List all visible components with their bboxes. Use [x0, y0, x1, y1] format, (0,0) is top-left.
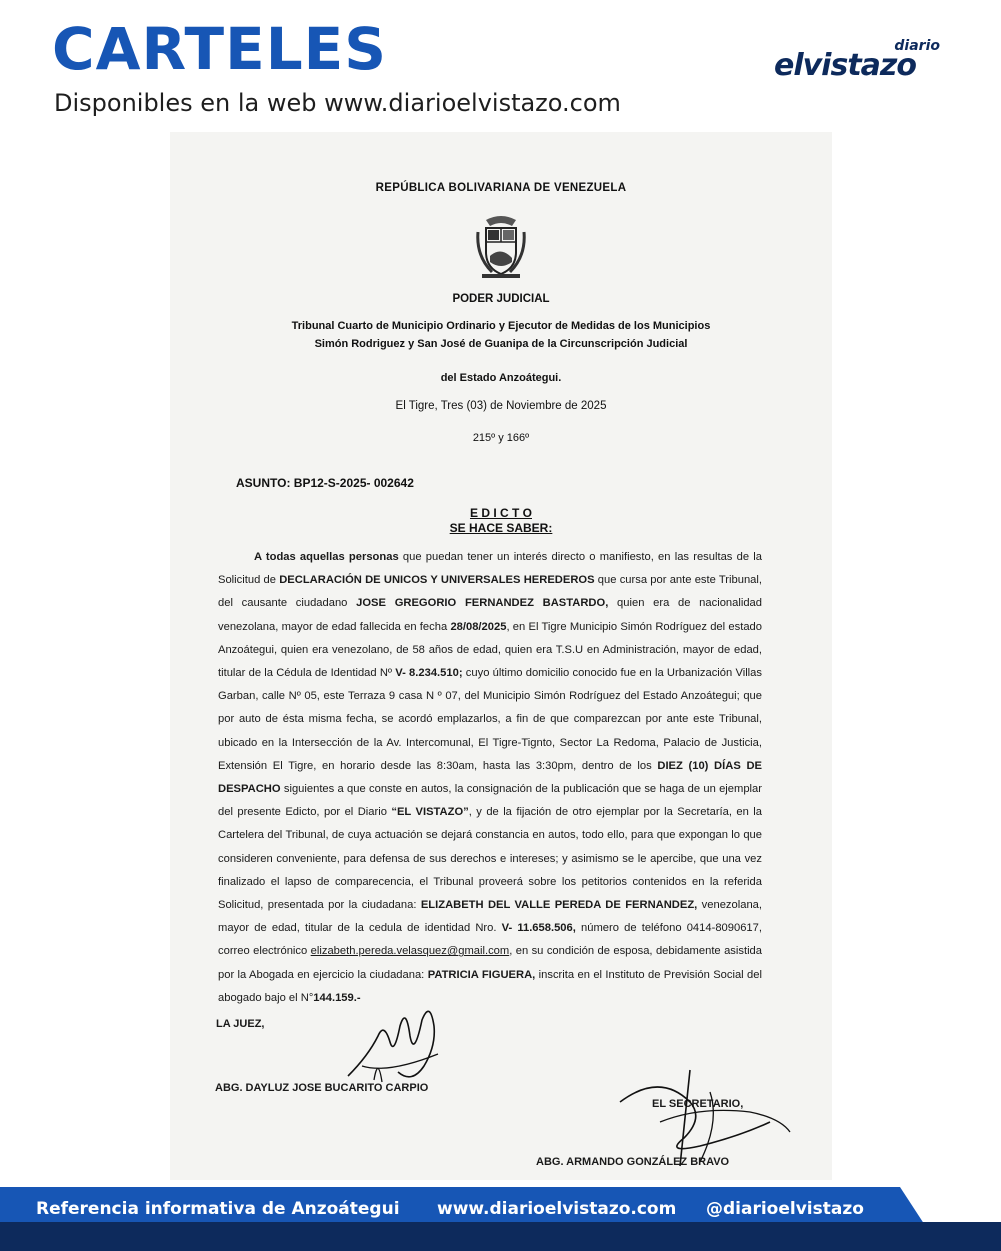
footer-strip: [0, 1222, 1001, 1251]
document-years: 215º y 166º: [472, 432, 530, 444]
secretary-name: ABG. ARMANDO GONZÁLEZ BRAVO: [536, 1156, 730, 1168]
republic-heading: REPÚBLICA BOLIVARIANA DE VENEZUELA: [375, 182, 627, 194]
judicial-power-heading: PODER JUDICIAL: [452, 293, 550, 305]
court-name-line-3: del Estado Anzoátegui.: [440, 372, 562, 384]
judge-signature-icon: [338, 996, 458, 1092]
secretary-label: EL SECRETARIO,: [652, 1098, 744, 1110]
header-title: CARTELES: [52, 15, 388, 83]
brand-logo: [772, 38, 952, 82]
footer-social-handle[interactable]: @diarioelvistazo: [706, 1199, 864, 1219]
document-date: El Tigre, Tres (03) de Noviembre de 2025: [395, 400, 607, 412]
edict-title: E D I C T O: [469, 506, 532, 520]
notice-title: SE HACE SABER:: [449, 521, 553, 535]
logo-small-text: diario: [894, 38, 940, 54]
footer-website-link[interactable]: www.diarioelvistazo.com: [437, 1199, 677, 1219]
logo-main-text: elvistazo: [774, 48, 916, 83]
secretary-signature-icon: [600, 1062, 800, 1170]
coat-of-arms-icon: [472, 212, 530, 280]
judge-name: ABG. DAYLUZ JOSE BUCARITO CARPIO: [215, 1082, 429, 1094]
judge-label: LA JUEZ,: [216, 1018, 265, 1030]
court-name-line-1: Tribunal Cuarto de Municipio Ordinario y Ejecutor de Medidas de los Municipios: [291, 320, 711, 332]
court-name-line-2: Simón Rodriguez y San José de Guanipa de la Circunscripción Judicial: [314, 338, 688, 350]
footer-tagline: Referencia informativa de Anzoátegui: [36, 1199, 400, 1219]
header-subtitle: Disponibles en la web www.diarioelvistazo.com: [54, 89, 621, 117]
edict-body: A todas aquellas personas que puedan tener un interés directo o manifiesto, en las resultas de la Solicitud de DECLARACIÓN DE UNICOS Y UNIVERSALES HEREDEROS que cursa por ante este Tribunal, del causante ciudadano JOSE GREGORIO FERNANDEZ BASTARDO, quien era de nacionalidad venezolana, mayor de edad fallecida en fecha 28/08/2025, en El Tigre Municipio Simón Rodríguez del estado Anzoátegui, quien era venezolano, de 58 años de edad, quien era T.S.U en Administración, mayor de edad, titular de la Cédula de Identidad Nº V- 8.234.510; cuyo último domicilio conocido fue en la Urbanización Villas Garban, calle Nº 05, este Terraza 9 casa N º 07, del Municipio Simón Rodríguez del Estado Anzoátegui; que por auto de ésta misma fecha, se acordó emplazarlos, a fin de que comparezcan por ante este Tribunal, ubicado en la Intersección de la Av. Intercomunal, El Tigre-Tignto, Sector La Redoma, Palacio de Justicia, Extensión El Tigre, en horario desde las 8:30am, hasta las 3:30pm, dentro de los DIEZ (10) DÍAS DE DESPACHO siguientes a que conste en autos, la consignación de la publicación que se haga de un ejemplar del presente Edicto, por el Diario “EL VISTAZO”, y de la fijación de otro ejemplar por la Secretaría, en la Cartelera del Tribunal, de cuya actuación se dejará constancia en autos, todo ello, para que expongan lo que consideren conveniente, para defensa de sus derechos e intereses; y asimismo se le apercibe, que una vez finalizado el lapso de comparecencia, el Tribunal proveerá sobre los petitorios contenidos en la referida Solicitud, presentada por la ciudadana: ELIZABETH DEL VALLE PEREDA DE FERNANDEZ, venezolana, mayor de edad, titular de la cedula de identidad Nro. V- 11.658.506, número de teléfono 0414-8090617, correo electrónico elizabeth.pereda.velasquez@gmail.com, en su condición de esposa, debidamente asistida por la Abogada en ejercicio la ciudadana: PATRICIA FIGUERA, inscrita en el Instituto de Previsión Social del abogado bajo el N°144.159.-: [218, 551, 763, 1004]
email-link: elizabeth.pereda.velasquez@gmail.com: [310, 945, 510, 958]
subject-line: ASUNTO: BP12-S-2025- 002642: [236, 476, 414, 490]
